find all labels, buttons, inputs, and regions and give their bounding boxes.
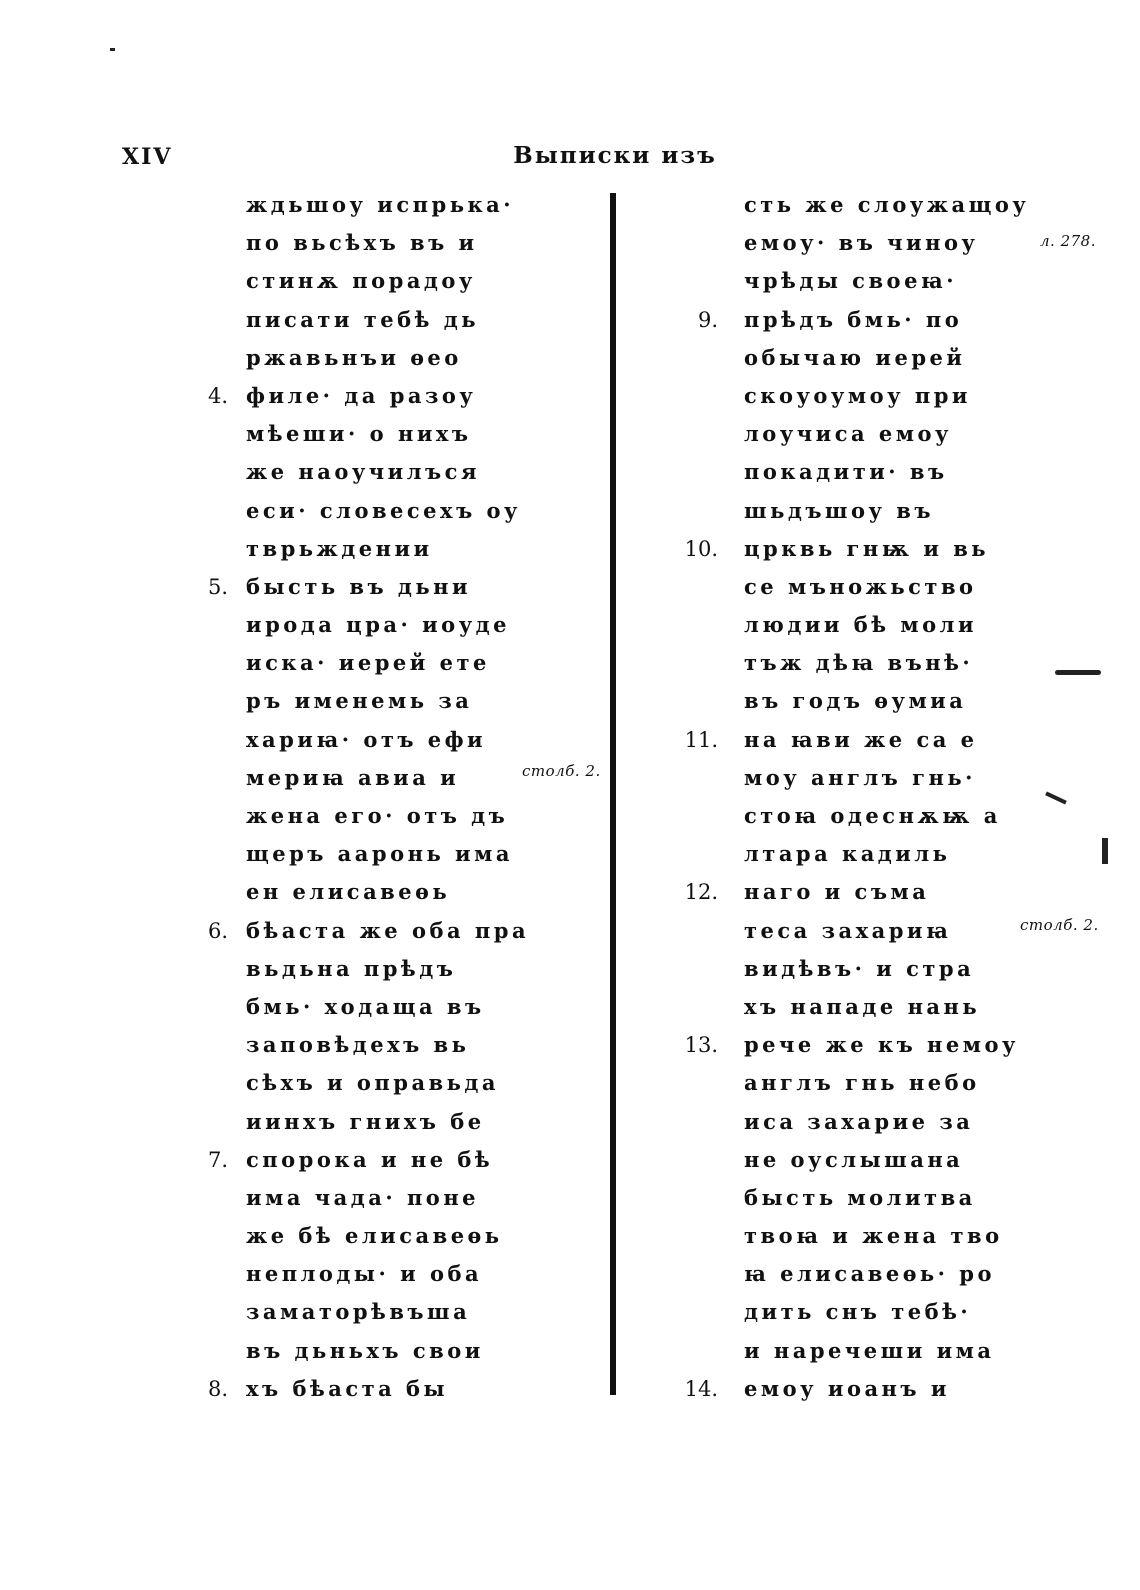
verse-text: обычаю иерей: [744, 344, 966, 370]
left-column-line: [190, 1332, 510, 1370]
left-column-line: [190, 1141, 510, 1179]
left-column-line: [190, 1255, 510, 1293]
verse-text: неплоды· и оба: [246, 1261, 483, 1287]
verse-text: ꙗ елисавеѳь· ро: [744, 1261, 995, 1287]
verse-text: бмь· ходаща въ: [246, 993, 485, 1019]
verse-text: иска· иерей ете: [246, 650, 490, 676]
verse-text: ждьшоу испрька·: [246, 192, 515, 217]
verse-text: мѣеши· о нихъ: [246, 421, 472, 447]
right-column-line: [680, 492, 1010, 530]
left-column-line: [190, 988, 510, 1026]
verse-text: дить снъ тебѣ·: [744, 1299, 972, 1325]
right-column-line: [680, 186, 1030, 224]
left-column-line: [190, 644, 510, 682]
verse-text: моу англъ гнь·: [744, 764, 976, 790]
verse-text: емоу иоанъ и: [744, 1375, 950, 1401]
left-column-line: [190, 568, 510, 606]
verse-number: 5.: [207, 574, 228, 599]
verse-text: по вьсѣхъ въ и: [246, 230, 478, 256]
verse-text: шьдъшоу въ: [744, 497, 934, 523]
right-column-line: [680, 644, 1010, 682]
right-column-line: [680, 1026, 1019, 1064]
verse-text: бысть въ дьни: [246, 573, 472, 599]
left-column-line: [190, 606, 510, 644]
verse-text: чрѣды своеꙗ·: [744, 268, 958, 294]
verse-text: ирода цра· иоуде: [246, 612, 510, 638]
verse-number: 12.: [684, 880, 718, 905]
left-column-line: [190, 1370, 510, 1408]
verse-text: щеръ ааронь има: [246, 841, 513, 867]
verse-text: ръ именемь за: [246, 688, 473, 714]
margin-note-column-right: столб. 2.: [1020, 916, 1099, 934]
verse-text: има чада· поне: [246, 1184, 480, 1210]
right-column-line: [680, 797, 1010, 835]
verse-text: на ꙗви же са е: [744, 726, 978, 752]
verse-text: стинѫ порадоу: [246, 268, 476, 294]
right-column-line: [680, 1179, 1010, 1217]
left-column-line: [190, 1217, 510, 1255]
verse-text: же наоучилъся: [246, 459, 480, 485]
verse-text: хъ бѣаста бы: [246, 1375, 449, 1401]
right-column-line: [680, 301, 1010, 339]
verse-text: лоучиса емоу: [744, 421, 952, 447]
left-column-line: [190, 377, 510, 415]
verse-text: еси· словесехъ оу: [246, 497, 521, 523]
right-column-line: [680, 568, 1010, 606]
ink-speck: [1102, 838, 1108, 864]
left-column-line: [190, 224, 510, 262]
right-column-line: [680, 1141, 1010, 1179]
right-column-line: [680, 873, 1010, 911]
right-column-line: [680, 606, 1010, 644]
left-column-line: [190, 682, 510, 720]
verse-text: стоꙗ одеснѫѭ а: [744, 803, 1001, 828]
verse-text: вьдьна прѣдъ: [246, 955, 457, 981]
verse-number: 7.: [207, 1147, 228, 1172]
page-number: XIV: [122, 144, 173, 170]
verse-text: црквь гнѭ и вь: [744, 535, 990, 561]
verse-text: хъ нападе нань: [744, 993, 981, 1019]
right-column-line: [680, 377, 1010, 415]
right-column-line: [680, 1255, 1010, 1293]
verse-number: 4.: [207, 383, 228, 408]
left-column-line: [190, 262, 510, 300]
left-column-line: [190, 912, 530, 950]
left-column-line: [190, 1179, 510, 1217]
verse-text: писати тебѣ дь: [246, 306, 479, 332]
verse-text: наго и съма: [744, 879, 930, 905]
right-column-line: [680, 1332, 1010, 1370]
verse-number: 10.: [684, 536, 718, 561]
verse-text: ржавьнъи ѳео: [246, 344, 462, 370]
verse-text: сѣхъ и оправьда: [246, 1070, 499, 1096]
left-column-line: [190, 873, 510, 911]
verse-number: 11.: [684, 727, 718, 752]
right-column-line: [680, 950, 1010, 988]
left-column-line: [190, 415, 510, 453]
right-text-column: [680, 186, 1030, 1408]
right-column-line: [680, 1217, 1010, 1255]
verse-text: англъ гнь небо: [744, 1070, 980, 1096]
verse-text: тъж дѣꙗ вънѣ·: [744, 650, 974, 676]
right-column-line: [680, 453, 1010, 491]
right-column-line: [680, 339, 1010, 377]
left-column-line: [190, 186, 515, 224]
verse-text: людии бѣ моли: [744, 612, 978, 638]
verse-text: се мъножьство: [744, 573, 977, 599]
verse-text: въ дьньхъ свои: [246, 1337, 484, 1363]
right-column-line: [680, 988, 1010, 1026]
left-column-line: [190, 835, 513, 873]
verse-number: 9.: [697, 307, 718, 332]
verse-text: прѣдъ бмь· по: [744, 306, 963, 332]
right-column-line: [680, 415, 1010, 453]
verse-text: видѣвъ· и стра: [744, 955, 975, 981]
right-column-line: [680, 835, 1010, 873]
verse-text: хариꙗ· отъ ефи: [246, 726, 487, 752]
verse-text: покадити· въ: [744, 459, 948, 485]
left-column-line: [190, 721, 510, 759]
verse-text: лтара кадиль: [744, 841, 951, 867]
left-column-line: [190, 301, 510, 339]
right-column-line: [680, 1064, 1010, 1102]
margin-note-leaf-number: л. 278.: [1040, 232, 1096, 250]
right-column-line: [680, 912, 1010, 950]
left-column-line: [190, 1293, 510, 1331]
left-column-line: [190, 1026, 510, 1064]
right-column-line: [680, 759, 1010, 797]
verse-text: въ годъ ѳумиа: [744, 688, 967, 714]
right-column-line: [680, 1293, 1010, 1331]
verse-number: 8.: [207, 1376, 228, 1401]
verse-text: не оуслышана: [744, 1146, 964, 1172]
verse-text: иинхъ гнихъ бе: [246, 1108, 485, 1134]
right-column-line: [680, 530, 1010, 568]
right-column-line: [680, 1103, 1010, 1141]
left-column-line: [190, 950, 510, 988]
margin-note-column-left: столб. 2.: [522, 762, 601, 780]
verse-text: жена его· отъ дъ: [246, 803, 509, 828]
left-column-line: [190, 492, 521, 530]
verse-text: бысть молитва: [744, 1184, 976, 1210]
verse-text: иса захарие за: [744, 1108, 974, 1134]
verse-text: филе· да разоу: [246, 382, 477, 408]
verse-text: спорока и не бѣ: [246, 1146, 494, 1172]
right-column-line: [680, 682, 1010, 720]
verse-text: рече же къ немоу: [744, 1032, 1019, 1058]
verse-text: скоуоумоу при: [744, 382, 971, 408]
left-column-line: [190, 339, 510, 377]
verse-text: бѣаста же оба пра: [246, 917, 530, 943]
verse-text: емоу· въ чиноу: [744, 230, 979, 256]
left-column-line: [190, 759, 510, 797]
verse-text: заматорѣвъша: [246, 1299, 471, 1325]
verse-text: же бѣ елисавеѳь: [246, 1223, 503, 1249]
verse-text: теса захариꙗ: [744, 917, 952, 943]
left-column-line: [190, 797, 510, 835]
verse-text: сть же слоужащоу: [744, 192, 1030, 217]
left-column-line: [190, 530, 510, 568]
verse-number: 14.: [684, 1376, 718, 1401]
right-column-line: [680, 721, 1010, 759]
verse-text: заповѣдехъ вь: [246, 1032, 470, 1058]
verse-number: 13.: [684, 1033, 718, 1058]
left-column-line: [190, 1064, 510, 1102]
running-title: Выписки изъ: [513, 142, 717, 169]
right-column-line: [680, 262, 1010, 300]
ink-speck: [1045, 792, 1067, 805]
left-column-line: [190, 453, 510, 491]
right-column-line: [680, 1370, 1010, 1408]
verse-text: ен елисавеѳь: [246, 879, 451, 905]
ink-speck: [1055, 670, 1101, 675]
left-text-column: [190, 186, 530, 1408]
column-divider-rule: [610, 193, 616, 1395]
ink-speck: [110, 48, 115, 51]
left-column-line: [190, 1103, 510, 1141]
verse-text: твоꙗ и жена тво: [744, 1223, 1003, 1249]
verse-number: 6.: [207, 918, 228, 943]
verse-text: тврьждении: [246, 535, 433, 561]
verse-text: мериꙗ авиа и: [246, 764, 460, 790]
verse-text: и наречеши има: [744, 1337, 995, 1363]
right-column-line: [680, 224, 1010, 262]
